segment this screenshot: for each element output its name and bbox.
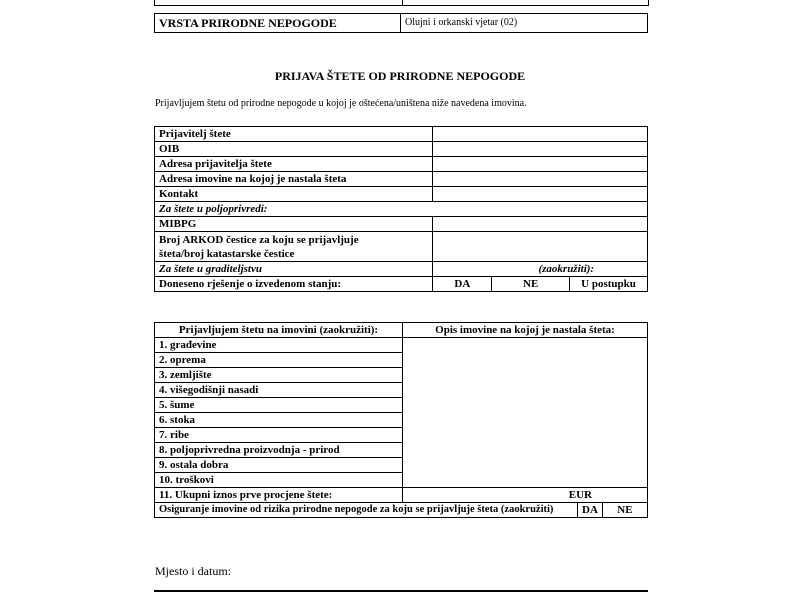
damage-left-header: Prijavljujem štetu na imovini (zaokružiti): bbox=[155, 323, 403, 338]
legalization-label: Doneseno rješenje o izvedenom stanju: bbox=[155, 277, 433, 292]
arkod-label-line1: Broj ARKOD čestice za koju se prijavljuje bbox=[159, 233, 359, 246]
mibpg-input[interactable] bbox=[433, 217, 648, 232]
damage-item[interactable]: 9. ostala dobra bbox=[155, 458, 403, 473]
applicant-address-label: Adresa prijavitelja štete bbox=[155, 157, 433, 172]
form-title: PRIJAVA ŠTETE OD PRIRODNE NEPOGODE bbox=[274, 69, 526, 83]
circle-note: (zaokružiti): bbox=[433, 262, 648, 277]
insurance-label: Osiguranje imovine od rizika prirodne nepogode za koju se prijavljuje šteta (zaokružiti) bbox=[155, 503, 578, 518]
damage-item[interactable]: 8. poljoprivredna proizvodnja - prirod bbox=[155, 443, 403, 458]
damage-item[interactable]: 3. zemljište bbox=[155, 368, 403, 383]
place-date-label: Mjesto i datum: bbox=[155, 564, 231, 578]
property-address-label: Adresa imovine na kojoj je nastala šteta bbox=[155, 172, 433, 187]
oib-row-input[interactable] bbox=[433, 142, 648, 157]
damage-right-header: Opis imovine na kojoj je nastala šteta: bbox=[403, 323, 648, 338]
insurance-yes[interactable]: DA bbox=[578, 503, 603, 518]
disaster-type-table bbox=[154, 13, 648, 33]
signature-line[interactable] bbox=[154, 590, 648, 592]
contact-input[interactable] bbox=[433, 187, 648, 202]
mibpg-label: MIBPG bbox=[155, 217, 433, 232]
oib-row-label: OIB bbox=[155, 142, 433, 157]
damage-item[interactable]: 6. stoka bbox=[155, 413, 403, 428]
form-intro: Prijavljujem štetu od prirodne nepogode u kojoj je oštećena/uništena niže navedena imovina. bbox=[155, 98, 527, 109]
damage-item[interactable]: 1. građevine bbox=[155, 338, 403, 353]
damage-item[interactable]: 7. ribe bbox=[155, 428, 403, 443]
damage-item[interactable]: 5. šume bbox=[155, 398, 403, 413]
construction-section-label: Za štete u graditeljstvu bbox=[155, 262, 433, 277]
applicant-row-label: Prijavitelj štete bbox=[155, 127, 433, 142]
arkod-label bbox=[155, 232, 433, 262]
arkod-label-line2: šteta/broj katastarske čestice bbox=[159, 247, 295, 260]
agri-section-label: Za štete u poljoprivredi: bbox=[155, 202, 648, 217]
total-estimate-currency[interactable]: EUR bbox=[403, 488, 648, 503]
top-table-remnant-divider bbox=[402, 0, 403, 5]
property-address-input[interactable] bbox=[433, 172, 648, 187]
damage-item[interactable]: 10. troškovi bbox=[155, 473, 403, 488]
applicant-table bbox=[154, 126, 648, 292]
total-estimate-label: 11. Ukupni iznos prve procjene štete: bbox=[155, 488, 403, 503]
contact-label: Kontakt bbox=[155, 187, 433, 202]
applicant-address-input[interactable] bbox=[433, 157, 648, 172]
property-description-input[interactable] bbox=[403, 338, 648, 488]
disaster-type-label: VRSTA PRIRODNE NEPOGODE bbox=[155, 14, 401, 33]
applicant-row-input[interactable] bbox=[433, 127, 648, 142]
damage-table bbox=[154, 322, 648, 518]
insurance-no[interactable]: NE bbox=[602, 503, 647, 518]
damage-item[interactable]: 4. višegodišnji nasadi bbox=[155, 383, 403, 398]
arkod-input[interactable] bbox=[433, 232, 648, 262]
damage-item[interactable]: 2. oprema bbox=[155, 353, 403, 368]
legalization-yes[interactable]: DA bbox=[433, 277, 492, 292]
legalization-pending[interactable]: U postupku bbox=[570, 277, 648, 292]
disaster-type-value: Olujni i orkanski vjetar (02) bbox=[401, 14, 648, 33]
legalization-no[interactable]: NE bbox=[492, 277, 570, 292]
